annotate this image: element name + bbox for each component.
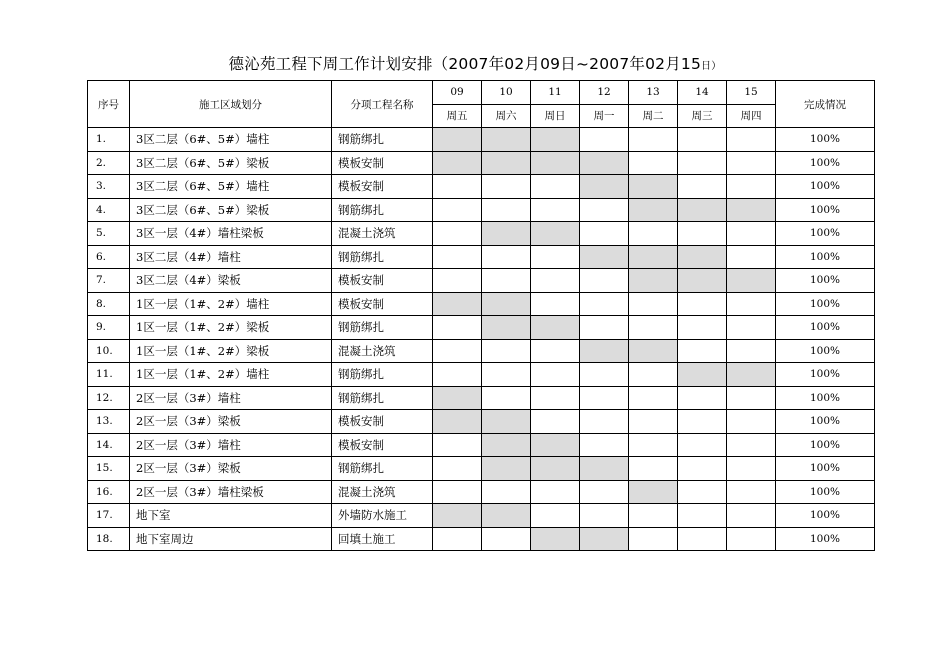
day-cell xyxy=(629,386,678,410)
row-index: 6. xyxy=(88,245,130,269)
header-weekday: 周三 xyxy=(678,104,727,128)
header-work: 分项工程名称 xyxy=(332,81,433,128)
table-row xyxy=(88,128,875,152)
day-cell-scheduled xyxy=(580,151,629,175)
header-area: 施工区域划分 xyxy=(130,81,332,128)
row-work: 钢筋绑扎 xyxy=(332,245,433,269)
row-work: 外墙防水施工 xyxy=(332,504,433,528)
day-cell xyxy=(482,245,531,269)
header-done: 完成情况 xyxy=(776,81,875,128)
title-tail: 日） xyxy=(701,61,722,72)
day-cell xyxy=(433,527,482,551)
day-cell xyxy=(482,269,531,293)
day-cell-scheduled xyxy=(531,316,580,340)
table-row xyxy=(88,222,875,246)
day-cell xyxy=(531,480,580,504)
day-cell xyxy=(629,316,678,340)
day-cell xyxy=(678,386,727,410)
day-cell xyxy=(727,339,776,363)
header-date: 13 xyxy=(629,81,678,105)
row-index: 18. xyxy=(88,527,130,551)
row-work: 模板安制 xyxy=(332,292,433,316)
day-cell-scheduled xyxy=(531,457,580,481)
day-cell xyxy=(580,386,629,410)
day-cell xyxy=(580,292,629,316)
day-cell xyxy=(727,527,776,551)
day-cell xyxy=(580,269,629,293)
day-cell xyxy=(629,504,678,528)
day-cell-scheduled xyxy=(678,245,727,269)
day-cell-scheduled xyxy=(580,245,629,269)
day-cell xyxy=(531,339,580,363)
day-cell xyxy=(629,222,678,246)
day-cell-scheduled xyxy=(629,198,678,222)
table-row xyxy=(88,316,875,340)
page-title xyxy=(0,52,950,74)
day-cell xyxy=(727,457,776,481)
day-cell xyxy=(727,292,776,316)
day-cell xyxy=(629,527,678,551)
table-row xyxy=(88,175,875,199)
row-index: 4. xyxy=(88,198,130,222)
day-cell xyxy=(727,410,776,434)
row-work: 模板安制 xyxy=(332,433,433,457)
day-cell xyxy=(433,457,482,481)
day-cell xyxy=(727,128,776,152)
row-index: 5. xyxy=(88,222,130,246)
row-done: 100% xyxy=(776,269,875,293)
row-done: 100% xyxy=(776,433,875,457)
day-cell xyxy=(531,292,580,316)
row-area: 2区一层（3#）墙柱 xyxy=(130,433,332,457)
day-cell-scheduled xyxy=(433,504,482,528)
day-cell xyxy=(482,198,531,222)
day-cell xyxy=(629,128,678,152)
day-cell-scheduled xyxy=(482,222,531,246)
day-cell-scheduled xyxy=(727,198,776,222)
header-weekday: 周五 xyxy=(433,104,482,128)
day-cell-scheduled xyxy=(580,339,629,363)
day-cell xyxy=(580,128,629,152)
day-cell xyxy=(482,175,531,199)
day-cell xyxy=(678,504,727,528)
day-cell xyxy=(727,175,776,199)
table-body xyxy=(88,128,875,551)
day-cell xyxy=(678,339,727,363)
day-cell xyxy=(433,222,482,246)
row-index: 10. xyxy=(88,339,130,363)
day-cell xyxy=(678,222,727,246)
row-index: 12. xyxy=(88,386,130,410)
row-done: 100% xyxy=(776,316,875,340)
day-cell xyxy=(580,480,629,504)
title-main: 德沁苑工程下周工作计划安排（2007年02月09日~2007年02月15 xyxy=(228,55,702,73)
table-row xyxy=(88,292,875,316)
row-area: 1区一层（1#、2#）墙柱 xyxy=(130,292,332,316)
day-cell xyxy=(678,292,727,316)
day-cell xyxy=(678,433,727,457)
row-done: 100% xyxy=(776,527,875,551)
day-cell xyxy=(580,316,629,340)
day-cell xyxy=(580,433,629,457)
day-cell xyxy=(580,363,629,387)
day-cell-scheduled xyxy=(629,175,678,199)
header-date: 10 xyxy=(482,81,531,105)
day-cell-scheduled xyxy=(433,386,482,410)
header-weekday: 周日 xyxy=(531,104,580,128)
day-cell xyxy=(482,363,531,387)
row-index: 1. xyxy=(88,128,130,152)
row-area: 1区一层（1#、2#）墙柱 xyxy=(130,363,332,387)
day-cell xyxy=(433,316,482,340)
row-index: 16. xyxy=(88,480,130,504)
row-done: 100% xyxy=(776,292,875,316)
row-done: 100% xyxy=(776,410,875,434)
table-row xyxy=(88,480,875,504)
row-index: 14. xyxy=(88,433,130,457)
day-cell-scheduled xyxy=(580,457,629,481)
row-work: 回填土施工 xyxy=(332,527,433,551)
day-cell xyxy=(531,245,580,269)
row-done: 100% xyxy=(776,222,875,246)
row-done: 100% xyxy=(776,198,875,222)
day-cell xyxy=(629,457,678,481)
row-area: 地下室周边 xyxy=(130,527,332,551)
day-cell xyxy=(629,292,678,316)
day-cell xyxy=(531,175,580,199)
day-cell-scheduled xyxy=(678,363,727,387)
row-area: 3区二层（4#）梁板 xyxy=(130,269,332,293)
row-index: 7. xyxy=(88,269,130,293)
row-work: 模板安制 xyxy=(332,175,433,199)
table-row xyxy=(88,504,875,528)
header-weekday: 周六 xyxy=(482,104,531,128)
day-cell-scheduled xyxy=(629,245,678,269)
day-cell xyxy=(629,433,678,457)
day-cell xyxy=(433,198,482,222)
row-work: 模板安制 xyxy=(332,269,433,293)
row-index: 13. xyxy=(88,410,130,434)
table-row xyxy=(88,433,875,457)
row-index: 3. xyxy=(88,175,130,199)
day-cell xyxy=(629,410,678,434)
header-date: 15 xyxy=(727,81,776,105)
row-area: 3区二层（4#）墙柱 xyxy=(130,245,332,269)
row-work: 模板安制 xyxy=(332,151,433,175)
row-work: 钢筋绑扎 xyxy=(332,386,433,410)
day-cell xyxy=(482,339,531,363)
day-cell-scheduled xyxy=(531,151,580,175)
day-cell xyxy=(727,386,776,410)
header-index: 序号 xyxy=(88,81,130,128)
row-done: 100% xyxy=(776,363,875,387)
row-work: 钢筋绑扎 xyxy=(332,198,433,222)
day-cell xyxy=(678,457,727,481)
day-cell xyxy=(727,316,776,340)
day-cell xyxy=(678,151,727,175)
row-work: 模板安制 xyxy=(332,410,433,434)
header-date: 11 xyxy=(531,81,580,105)
day-cell-scheduled xyxy=(482,128,531,152)
day-cell xyxy=(433,433,482,457)
row-area: 3区二层（6#、5#）墙柱 xyxy=(130,175,332,199)
header-date: 12 xyxy=(580,81,629,105)
row-area: 1区一层（1#、2#）梁板 xyxy=(130,339,332,363)
row-done: 100% xyxy=(776,175,875,199)
table-header xyxy=(88,81,875,128)
day-cell xyxy=(727,151,776,175)
day-cell xyxy=(629,363,678,387)
day-cell-scheduled xyxy=(629,480,678,504)
table-row xyxy=(88,245,875,269)
table-row xyxy=(88,457,875,481)
header-weekday: 周四 xyxy=(727,104,776,128)
day-cell xyxy=(678,410,727,434)
row-area: 2区一层（3#）墙柱梁板 xyxy=(130,480,332,504)
row-area: 3区二层（6#、5#）梁板 xyxy=(130,198,332,222)
day-cell-scheduled xyxy=(482,316,531,340)
row-done: 100% xyxy=(776,151,875,175)
day-cell-scheduled xyxy=(531,527,580,551)
day-cell xyxy=(727,504,776,528)
row-area: 地下室 xyxy=(130,504,332,528)
row-index: 15. xyxy=(88,457,130,481)
day-cell xyxy=(678,175,727,199)
day-cell xyxy=(727,222,776,246)
day-cell-scheduled xyxy=(433,292,482,316)
table-row xyxy=(88,269,875,293)
day-cell xyxy=(727,245,776,269)
row-area: 2区一层（3#）梁板 xyxy=(130,457,332,481)
header-date: 14 xyxy=(678,81,727,105)
day-cell-scheduled xyxy=(482,151,531,175)
row-done: 100% xyxy=(776,245,875,269)
day-cell xyxy=(531,410,580,434)
row-work: 钢筋绑扎 xyxy=(332,128,433,152)
table-row xyxy=(88,151,875,175)
day-cell xyxy=(433,269,482,293)
header-weekday: 周一 xyxy=(580,104,629,128)
day-cell-scheduled xyxy=(433,410,482,434)
day-cell xyxy=(482,386,531,410)
day-cell xyxy=(433,175,482,199)
day-cell xyxy=(433,363,482,387)
day-cell xyxy=(433,245,482,269)
day-cell-scheduled xyxy=(482,457,531,481)
row-area: 1区一层（1#、2#）梁板 xyxy=(130,316,332,340)
day-cell xyxy=(678,316,727,340)
day-cell-scheduled xyxy=(678,198,727,222)
day-cell-scheduled xyxy=(482,504,531,528)
row-work: 钢筋绑扎 xyxy=(332,457,433,481)
day-cell-scheduled xyxy=(482,433,531,457)
day-cell-scheduled xyxy=(678,269,727,293)
day-cell xyxy=(580,410,629,434)
day-cell xyxy=(531,269,580,293)
header-date: 09 xyxy=(433,81,482,105)
row-work: 钢筋绑扎 xyxy=(332,363,433,387)
row-index: 8. xyxy=(88,292,130,316)
day-cell xyxy=(678,480,727,504)
day-cell-scheduled xyxy=(482,292,531,316)
schedule-table xyxy=(87,80,875,551)
row-done: 100% xyxy=(776,339,875,363)
day-cell-scheduled xyxy=(482,410,531,434)
day-cell xyxy=(531,363,580,387)
day-cell xyxy=(482,480,531,504)
day-cell-scheduled xyxy=(531,222,580,246)
row-area: 2区一层（3#）梁板 xyxy=(130,410,332,434)
day-cell xyxy=(531,386,580,410)
day-cell-scheduled xyxy=(531,128,580,152)
day-cell-scheduled xyxy=(531,433,580,457)
table-row xyxy=(88,363,875,387)
day-cell-scheduled xyxy=(433,151,482,175)
row-done: 100% xyxy=(776,386,875,410)
day-cell xyxy=(629,151,678,175)
row-area: 3区二层（6#、5#）梁板 xyxy=(130,151,332,175)
day-cell-scheduled xyxy=(433,128,482,152)
row-done: 100% xyxy=(776,480,875,504)
row-area: 3区一层（4#）墙柱梁板 xyxy=(130,222,332,246)
row-index: 11. xyxy=(88,363,130,387)
day-cell xyxy=(531,504,580,528)
day-cell-scheduled xyxy=(629,269,678,293)
table-row xyxy=(88,386,875,410)
day-cell-scheduled xyxy=(727,363,776,387)
day-cell xyxy=(482,527,531,551)
day-cell xyxy=(678,527,727,551)
row-work: 混凝土浇筑 xyxy=(332,222,433,246)
day-cell-scheduled xyxy=(580,527,629,551)
day-cell xyxy=(678,128,727,152)
day-cell xyxy=(433,480,482,504)
table-row xyxy=(88,527,875,551)
day-cell xyxy=(580,198,629,222)
table-row xyxy=(88,339,875,363)
row-work: 混凝土浇筑 xyxy=(332,339,433,363)
day-cell xyxy=(433,339,482,363)
day-cell-scheduled xyxy=(727,269,776,293)
day-cell xyxy=(580,222,629,246)
table-row xyxy=(88,410,875,434)
row-index: 9. xyxy=(88,316,130,340)
day-cell xyxy=(531,198,580,222)
row-area: 3区二层（6#、5#）墙柱 xyxy=(130,128,332,152)
day-cell-scheduled xyxy=(629,339,678,363)
day-cell xyxy=(727,433,776,457)
row-index: 2. xyxy=(88,151,130,175)
day-cell xyxy=(580,504,629,528)
row-done: 100% xyxy=(776,128,875,152)
row-work: 钢筋绑扎 xyxy=(332,316,433,340)
day-cell xyxy=(727,480,776,504)
row-work: 混凝土浇筑 xyxy=(332,480,433,504)
table-row xyxy=(88,198,875,222)
row-done: 100% xyxy=(776,504,875,528)
day-cell-scheduled xyxy=(580,175,629,199)
row-area: 2区一层（3#）墙柱 xyxy=(130,386,332,410)
header-weekday: 周二 xyxy=(629,104,678,128)
row-done: 100% xyxy=(776,457,875,481)
row-index: 17. xyxy=(88,504,130,528)
